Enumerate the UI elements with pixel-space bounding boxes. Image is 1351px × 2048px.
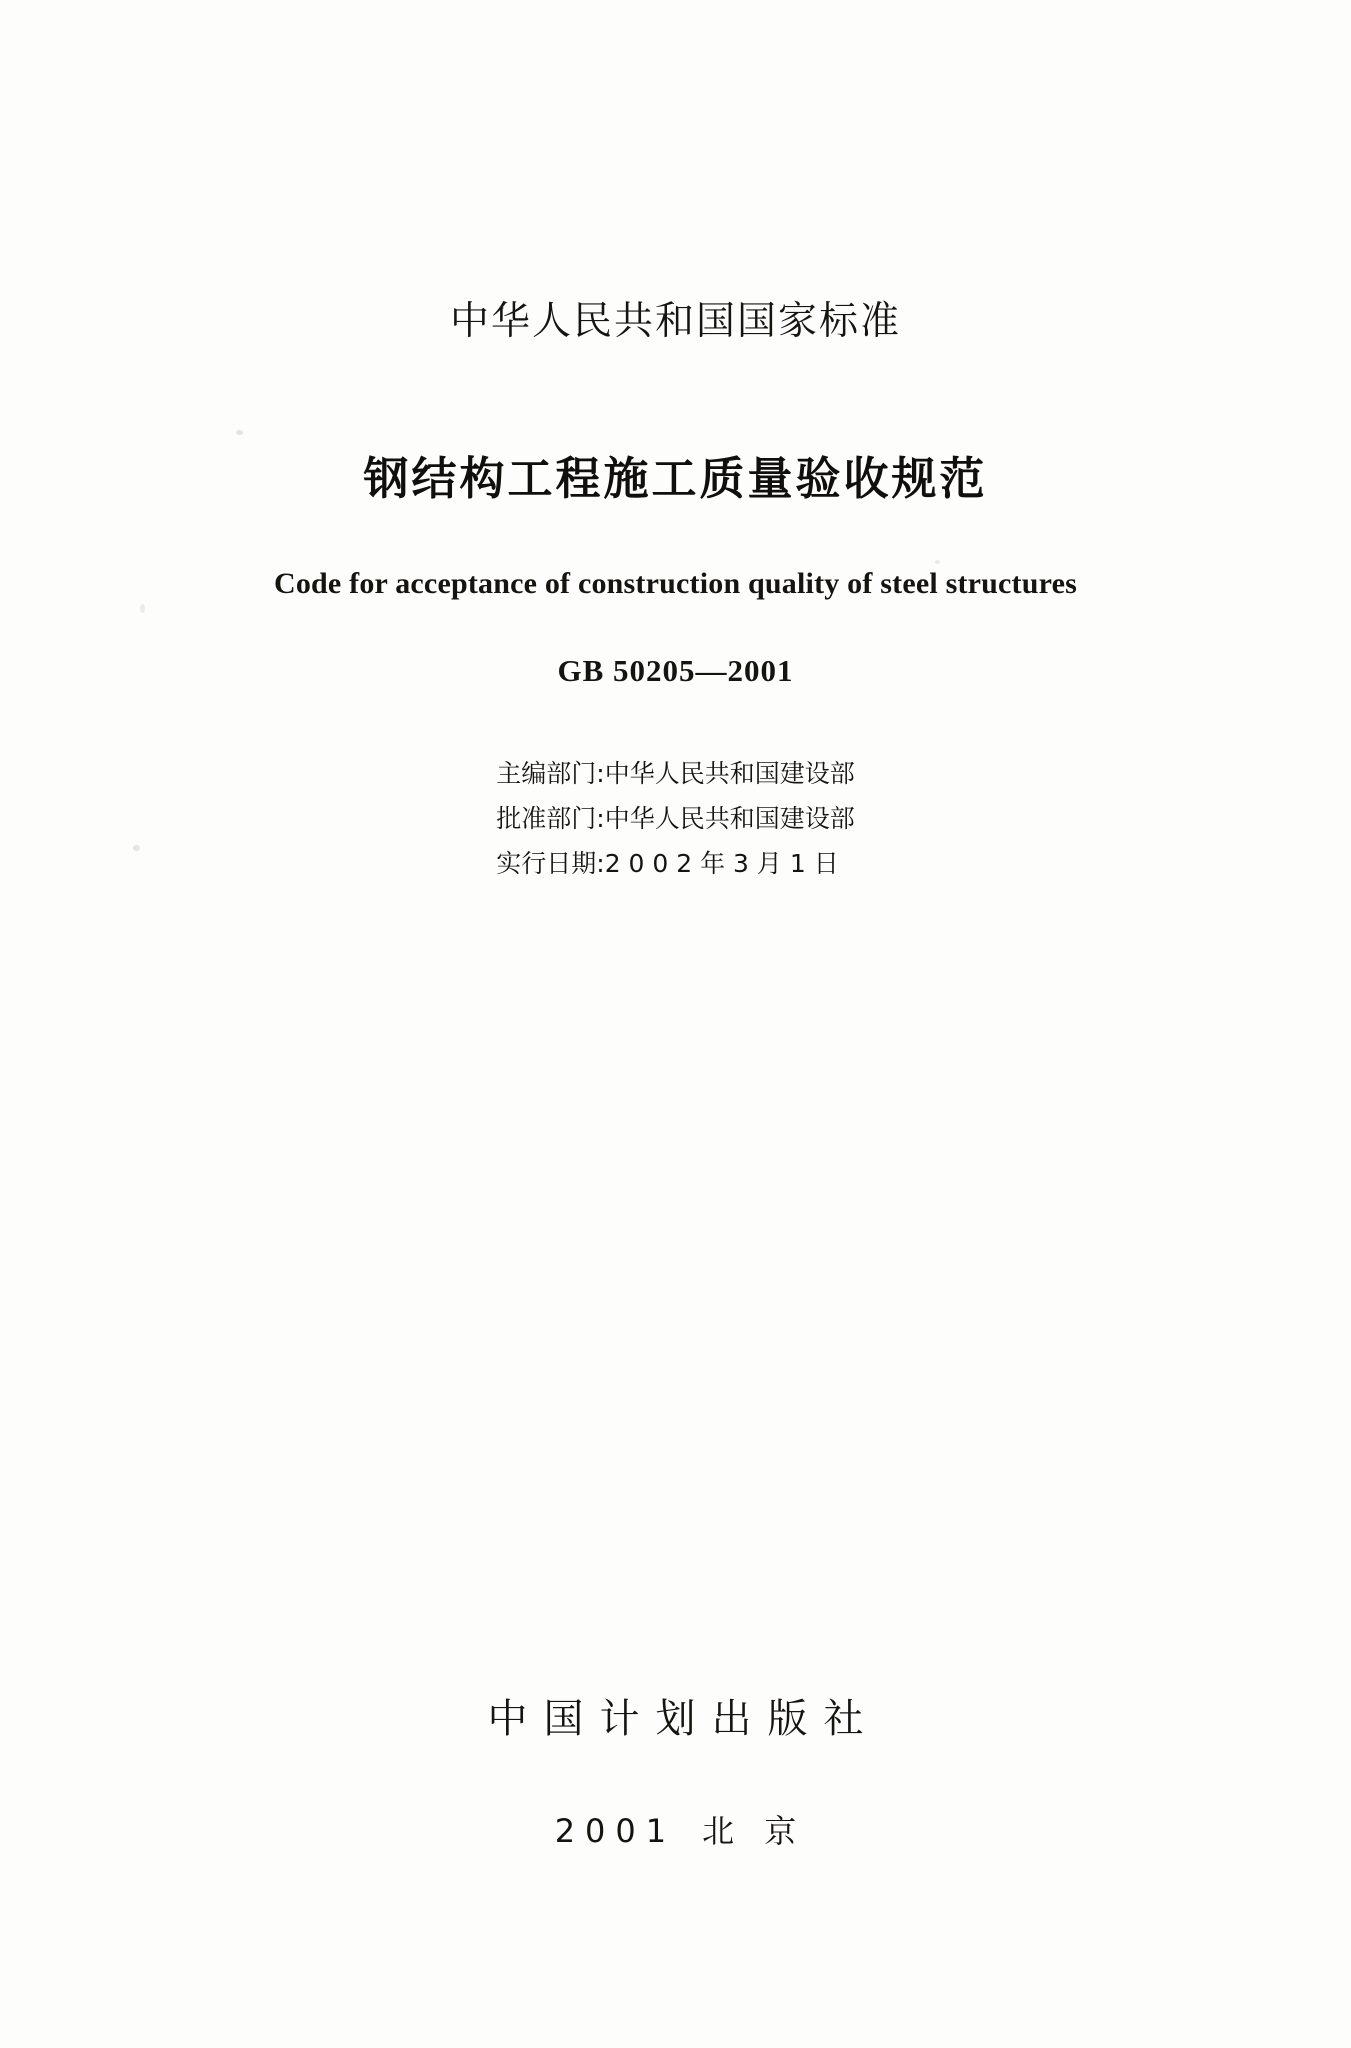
footer-block <box>0 1687 1351 1852</box>
standard-organization: 中华人民共和国国家标准 <box>449 299 901 344</box>
title-block <box>0 290 1351 886</box>
year-and-city <box>0 1806 1351 1852</box>
document-title-english: Code for acceptance of construction quality of steel structures <box>273 567 1077 600</box>
metadata-block <box>496 751 854 886</box>
approval-department: 批准部门:中华人民共和国建设部 <box>496 804 855 833</box>
publication-year: 2001 <box>554 1812 677 1850</box>
standard-code-number: GB 50205—2001 <box>557 653 794 688</box>
effective-date: 实行日期:2 0 0 2 年 3 月 1 日 <box>496 849 839 878</box>
publication-city: 北 京 <box>702 1812 807 1850</box>
publisher-name: 中国计划出版社 <box>487 1696 880 1742</box>
document-title-chinese: 钢结构工程施工质量验收规范 <box>363 452 988 505</box>
editing-department: 主编部门:中华人民共和国建设部 <box>496 759 855 788</box>
